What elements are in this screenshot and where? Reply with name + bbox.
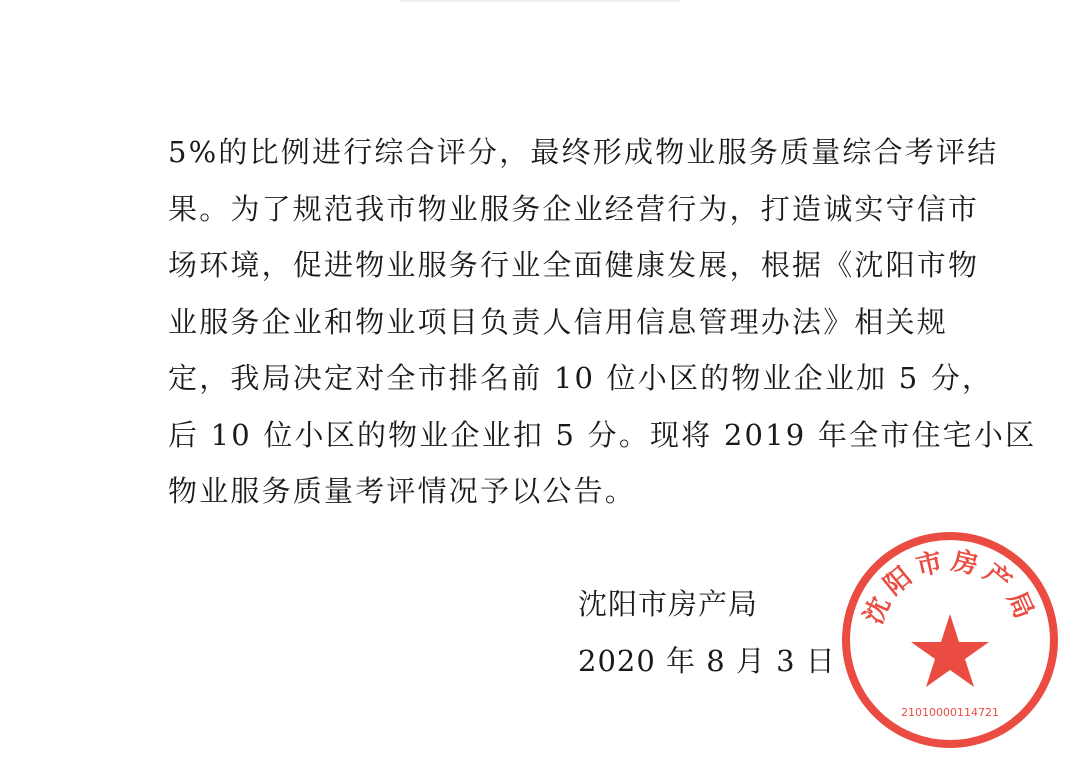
official-seal-stamp [838, 528, 1063, 753]
body-line: 物业服务质量考评情况予以公告。 [168, 474, 637, 508]
page-top-edge [400, 0, 680, 2]
body-line: 5%的比例进行综合评分，最终形成物业服务质量综合考评结 [168, 135, 999, 169]
notice-body [168, 124, 1037, 520]
body-line: 场环境，促进物业服务行业全面健康发展，根据《沈阳市物 [168, 248, 980, 282]
seal-star-icon [911, 614, 989, 687]
issuing-organization: 沈阳市房产局 [578, 587, 759, 621]
seal-text: 沈阳市房产局 [858, 545, 1042, 629]
issue-date: 2020 年 8 月 3 日 [578, 644, 836, 678]
body-line: 定，我局决定对全市排名前 10 位小区的物业企业加 5 分， [168, 361, 994, 395]
body-line: 业服务企业和物业项目负责人信用信息管理办法》相关规 [168, 304, 949, 339]
body-line: 果。为了规范我市物业服务企业经营行为，打造诚实守信市 [168, 191, 980, 226]
body-line: 后 10 位小区的物业企业扣 5 分。现将 2019 年全市住宅小区 [168, 417, 1037, 452]
seal-number: 21010000114721 [901, 706, 999, 719]
